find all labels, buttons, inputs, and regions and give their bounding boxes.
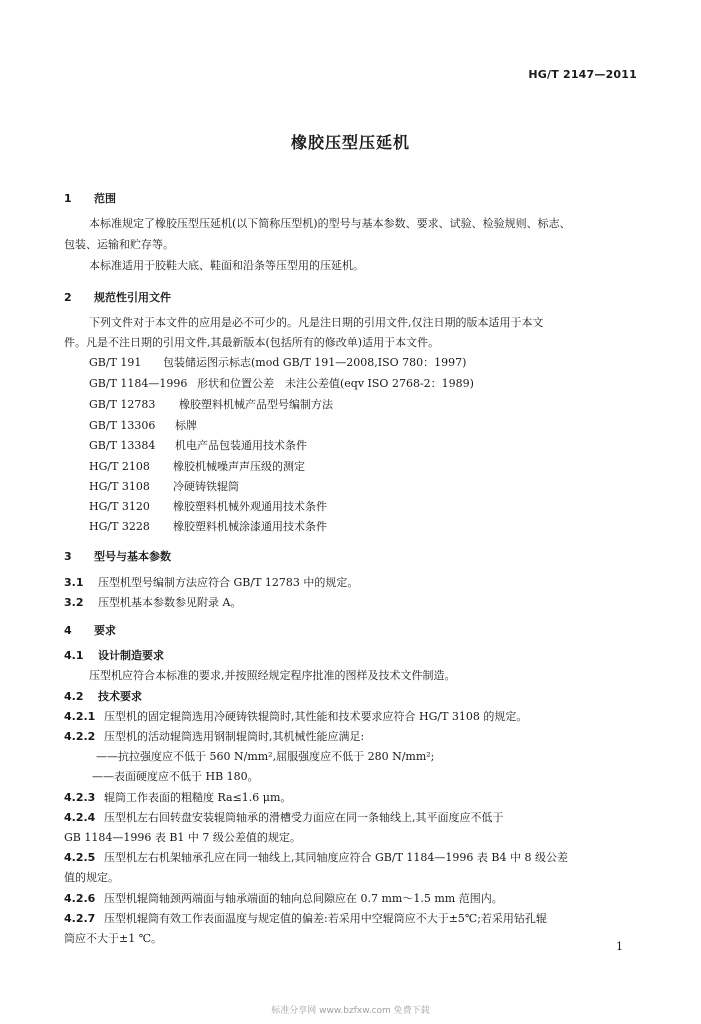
- reference-item: [89, 478, 239, 494]
- section-4-heading: [64, 622, 116, 638]
- clause-4-2-1: [64, 708, 527, 724]
- reference-code: GB/T 13306: [89, 419, 156, 432]
- reference-title: 橡胶塑料机械外观通用技术条件: [173, 500, 327, 513]
- clause-number: 4.2.7: [64, 912, 96, 925]
- paragraph-line: 压型机应符合本标准的要求,并按照经规定程序批准的图样及技术文件制造。: [89, 669, 456, 682]
- clause-number: 4.2.2: [64, 730, 96, 743]
- clause-4-2-4: [64, 809, 504, 825]
- dash-list-item: ——表面硬度应不低于 HB 180。: [92, 770, 259, 783]
- paragraph-line: GB 1184—1996 表 B1 中 7 级公差值的规定。: [64, 831, 301, 844]
- standard-code: HG/T 2147—2011: [528, 68, 637, 81]
- clause-text: 压型机基本参数参见附录 A。: [98, 596, 242, 609]
- section-number: 2: [64, 291, 72, 304]
- clause-number: 3.2: [64, 596, 84, 609]
- page-number: 1: [616, 940, 623, 953]
- clause-text: 压型机辊筒有效工作表面温度与规定值的偏差:若采用中空辊筒应不大于±5℃;若采用钻孔辊: [104, 912, 547, 925]
- reference-item: [89, 396, 333, 412]
- reference-item: [89, 375, 474, 391]
- reference-code: GB/T 13384: [89, 439, 156, 452]
- section-3-heading: [64, 548, 171, 564]
- clause-number: 4.2.3: [64, 791, 96, 804]
- dash-list-item: ——抗拉强度应不低于 560 N/mm²,屈服强度应不低于 280 N/mm²;: [96, 750, 435, 763]
- clause-text: 压型机左右回转盘安装辊筒轴承的滑槽受力面应在同一条轴线上,其平面度应不低于: [104, 811, 504, 824]
- clause-title: 技术要求: [98, 690, 142, 703]
- clause-text: 压型机辊筒轴颈两端面与轴承端面的轴向总间隙应在 0.7 mm～1.5 mm 范围内。: [104, 892, 503, 905]
- section-title: 型号与基本参数: [94, 550, 171, 563]
- reference-code: GB/T 12783: [89, 398, 156, 411]
- reference-title: 标牌: [175, 419, 197, 432]
- paragraph-line: 筒应不大于±1 ℃。: [64, 932, 163, 945]
- paragraph-line: 本标准规定了橡胶压型压延机(以下简称压型机)的型号与基本参数、要求、试验、检验规则、标志、: [89, 217, 571, 230]
- clause-text: 压型机型号编制方法应符合 GB/T 12783 中的规定。: [98, 576, 359, 589]
- reference-item: [89, 498, 327, 514]
- reference-item: [89, 417, 197, 433]
- reference-title: 冷硬铸铁辊筒: [173, 480, 239, 493]
- clause-4-2-5: [64, 849, 568, 865]
- paragraph-line: 件。凡是不注日期的引用文件,其最新版本(包括所有的修改单)适用于本文件。: [64, 336, 440, 349]
- clause-number: 4.1: [64, 649, 84, 662]
- section-title: 要求: [94, 624, 116, 637]
- clause-number: 4.2.6: [64, 892, 96, 905]
- clause-4-2-2: [64, 728, 364, 744]
- reference-code: HG/T 3120: [89, 500, 150, 513]
- reference-title: 包装储运图示标志(mod GB/T 191—2008,ISO 780：1997): [163, 356, 467, 369]
- clause-number: 4.2: [64, 690, 84, 703]
- reference-code: HG/T 2108: [89, 460, 150, 473]
- clause-4-1-heading: [64, 647, 164, 663]
- reference-item: [89, 354, 466, 370]
- section-2-heading: [64, 289, 171, 305]
- clause-number: 3.1: [64, 576, 84, 589]
- paragraph-line: 下列文件对于本文件的应用是必不可少的。凡是注日期的引用文件,仅注日期的版本适用于本文: [89, 316, 544, 329]
- section-title: 范围: [94, 192, 116, 205]
- clause-text: 压型机的活动辊筒选用钢制辊筒时,其机械性能应满足:: [104, 730, 365, 743]
- clause-3-2: [64, 594, 241, 610]
- reference-code: GB/T 1184—1996: [89, 377, 188, 390]
- clause-text: 压型机的固定辊筒选用冷硬铸铁辊筒时,其性能和技术要求应符合 HG/T 3108 的规定。: [104, 710, 528, 723]
- clause-text: 压型机左右机架轴承孔应在同一轴线上,其同轴度应符合 GB/T 1184—1996 表 B4 中 8 级公差: [104, 851, 568, 864]
- reference-title: 橡胶机械噪声声压级的测定: [173, 460, 305, 473]
- reference-code: HG/T 3108: [89, 480, 150, 493]
- clause-number: 4.2.1: [64, 710, 96, 723]
- clause-title: 设计制造要求: [98, 649, 164, 662]
- document-title: 橡胶压型压延机: [290, 133, 410, 152]
- reference-title: 橡胶塑料机械产品型号编制方法: [179, 398, 333, 411]
- clause-4-2-6: [64, 890, 503, 906]
- section-title: 规范性引用文件: [94, 291, 171, 304]
- reference-code: HG/T 3228: [89, 520, 150, 533]
- section-number: 3: [64, 550, 72, 563]
- reference-title: 橡胶塑料机械涂漆通用技术条件: [173, 520, 327, 533]
- section-number: 1: [64, 192, 72, 205]
- clause-4-2-7: [64, 910, 547, 926]
- section-number: 4: [64, 624, 72, 637]
- section-1-heading: [64, 190, 116, 206]
- watermark-footer: 标准分享网 www.bzfxw.com 免费下载: [271, 1006, 430, 1016]
- clause-4-2-3: [64, 789, 291, 805]
- reference-code: GB/T 191: [89, 356, 142, 369]
- clause-3-1: [64, 574, 358, 590]
- reference-item: [89, 518, 327, 534]
- clause-number: 4.2.4: [64, 811, 96, 824]
- reference-item: [89, 437, 307, 453]
- paragraph-line: 本标准适用于胶鞋大底、鞋面和沿条等压型用的压延机。: [89, 259, 364, 272]
- clause-4-2-heading: [64, 688, 142, 704]
- reference-title: 形状和位置公差 未注公差值(eqv ISO 2768-2：1989): [197, 377, 474, 390]
- paragraph-line: 值的规定。: [64, 871, 119, 884]
- reference-item: [89, 458, 305, 474]
- clause-number: 4.2.5: [64, 851, 96, 864]
- reference-title: 机电产品包装通用技术条件: [175, 439, 307, 452]
- paragraph-line: 包装、运输和贮存等。: [64, 238, 174, 251]
- clause-text: 辊筒工作表面的粗糙度 Ra≤1.6 μm。: [104, 791, 292, 804]
